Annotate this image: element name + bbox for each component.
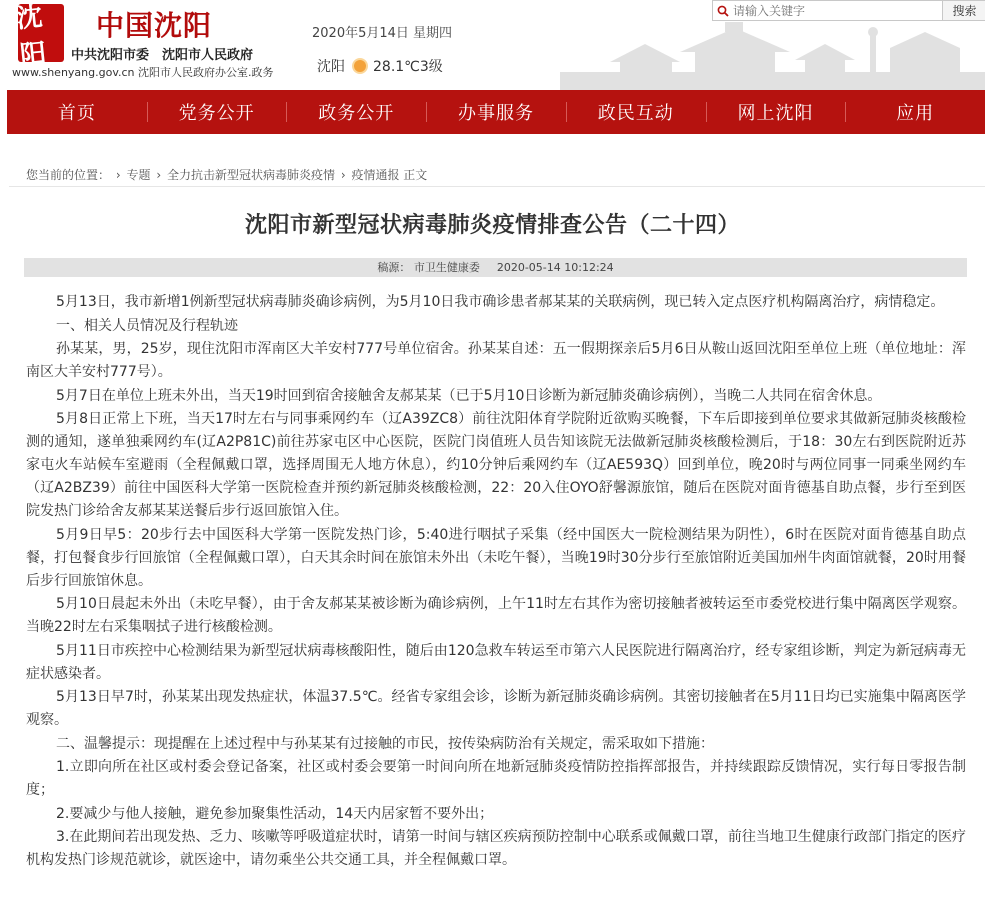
breadcrumb-item-current: 正文 [403,168,428,182]
breadcrumb-prefix: 您当前的位置： [26,168,111,182]
article-body [26,291,966,873]
article-paragraph: 孙某某，男，25岁，现住沈阳市浑南区大羊安村777号单位宿舍。孙某某自述：五一假期探亲后5月6日从鞍山返回沈阳至单位上班（单位地址：浑南区大羊安村777号）。 [26,341,966,380]
main-nav [7,90,985,134]
article-list-item: 1.立即向所在社区或村委会登记备案，社区或村委会要第一时间向所在地新冠肺炎疫情防控指挥部报告，并持续跟踪反馈情况，实行每日零报告制度； [26,759,966,798]
nav-item-government-affairs[interactable]: 政务公开 [286,90,426,134]
breadcrumb-separator: › [156,168,162,182]
current-date: 2020年5月14日 星期四 [312,26,453,41]
article-source: 市卫生健康委 [413,261,480,274]
breadcrumb-separator: › [340,168,346,182]
nav-item-services[interactable]: 办事服务 [426,90,566,134]
article-datetime: 2020-05-14 10:12:24 [496,261,614,274]
article-paragraph: 5月9日早5：20步行去中国医科大学第一医院发热门诊，5:40进行咽拭子采集（经中国医大一院检测结果为阴性），6时在医院对面肯德基自助点餐，打包餐食步行回旅馆（全程佩戴口罩），白天其余时间在旅馆未外出（未吃午餐），当晚19时30分步行至旅馆附近美国加州牛肉面馆就餐，20时用餐后步行回旅馆休息。 [26,526,966,589]
search-button[interactable]: 搜索 [942,1,985,20]
article-section-heading: 二、温馨提示：现提醒在上述过程中与孙某某有过接触的市民，按传染病防治有关规定，需采取如下措施： [56,735,714,752]
site-header [0,0,985,90]
site-logo[interactable] [14,1,64,72]
site-url-line: www.shenyang.gov.cn 沈阳市人民政府办公室.政务 [12,66,274,79]
article-paragraph: 5月8日正常上下班，当天17时左右与同事乘网约车（辽A39ZC8）前往沈阳体育学院附近欲购买晚餐，下车后即接到单位要求其做新冠肺炎核酸检测的通知，遂单独乘网约车(辽A2P81C)前往苏家屯区中心医院，医院门岗值班人员告知该院无法做新冠肺炎核酸检测后，于18：30左右到医院附近苏家屯火车站候车室避雨（全程佩戴口罩，选择周围无人地方休息），约10分钟后乘网约车（辽AE593Q）回到单位，晚20时与两位同事一同乘坐网约车（辽A2BZ39）前往中国医科大学第一医院检查并预约新冠肺炎核酸检测，22：20入住OYO舒馨源旅馆，随后在医院对面肯德基自助点餐，步行至到医院发热门诊给舍友郝某某送餐后步行返回旅馆入住。 [26,411,966,519]
breadcrumb-separator: › [115,168,121,182]
divider [9,186,985,187]
article-list-item: 3.在此期间若出现发热、乏力、咳嗽等呼吸道症状时，请第一时间与辖区疾病预防控制中心联系或佩戴口罩，前往当地卫生健康行政部门指定的医疗机构发热门诊规范就诊，就医途中，请勿乘坐公共交通工具，并全程佩戴口罩。 [26,829,966,868]
logo-glyph: 沈阳 [14,1,48,72]
article-paragraph: 5月7日在单位上班未外出，当天19时回到宿舍接触舍友郝某某（已于5月10日诊断为新冠肺炎确诊病例），当晚二人共同在宿舍休息。 [56,387,882,404]
nav-item-party-affairs[interactable]: 党务公开 [147,90,287,134]
nav-item-apps[interactable]: 应用 [845,90,985,134]
weather-temp: 28.1℃3级 [373,59,443,75]
breadcrumb [26,166,427,183]
nav-item-online-shenyang[interactable]: 网上沈阳 [706,90,846,134]
article-paragraph: 5月11日市疾控中心检测结果为新型冠状病毒核酸阳性，随后由120急救车转运至市第六人民医院进行隔离治疗，经专家组诊断，判定为新冠病毒无症状感染者。 [26,642,966,682]
article-meta-bar [24,258,967,277]
article-paragraph: 5月10日晨起未外出（未吃早餐），由于舍友郝某某被诊断为确诊病例，上午11时左右其作为密切接触者被转运至市委党校进行集中隔离医学观察。当晚22时左右采集咽拭子进行核酸检测。 [26,596,966,635]
article-paragraph: 5月13日，我市新增1例新型冠状病毒肺炎确诊病例，为5月10日我市确诊患者郝某某的关联病例，现已转入定点医疗机构隔离治疗，病情稳定。 [56,294,945,310]
article-title: 沈阳市新型冠状病毒肺炎疫情排查公告（二十四） [244,213,740,238]
site-subtitle: 中共沈阳市委 沈阳市人民政府 [71,48,254,63]
weather-widget [317,56,443,76]
weather-city: 沈阳 [317,59,345,75]
site-title[interactable]: 中国沈阳 [96,9,213,42]
nav-item-interaction[interactable]: 政民互动 [566,90,706,134]
breadcrumb-item-covid[interactable]: 全力抗击新型冠状病毒肺炎疫情 [166,168,335,182]
source-label: 稿源： [377,261,411,274]
city-skyline-banner [560,22,985,90]
article-paragraph: 5月13日早7时，孙某某出现发热症状，体温37.5℃。经省专家组会诊，诊断为新冠肺炎确诊病例。其密切接触者在5月11日均已实施集中隔离医学观察。 [26,689,966,728]
search-input[interactable] [733,1,942,20]
article-section-heading: 一、相关人员情况及行程轨迹 [56,317,238,334]
nav-item-home[interactable]: 首页 [57,103,96,124]
search-icon[interactable] [713,1,733,20]
breadcrumb-item-topic[interactable]: 专题 [126,168,151,182]
sun-icon [354,60,366,72]
article-list-item: 2.要减少与他人接触，避免参加聚集性活动，14天内居家暂不要外出； [56,805,494,822]
search-box [712,0,985,21]
breadcrumb-item-report[interactable]: 疫情通报 [351,168,400,182]
